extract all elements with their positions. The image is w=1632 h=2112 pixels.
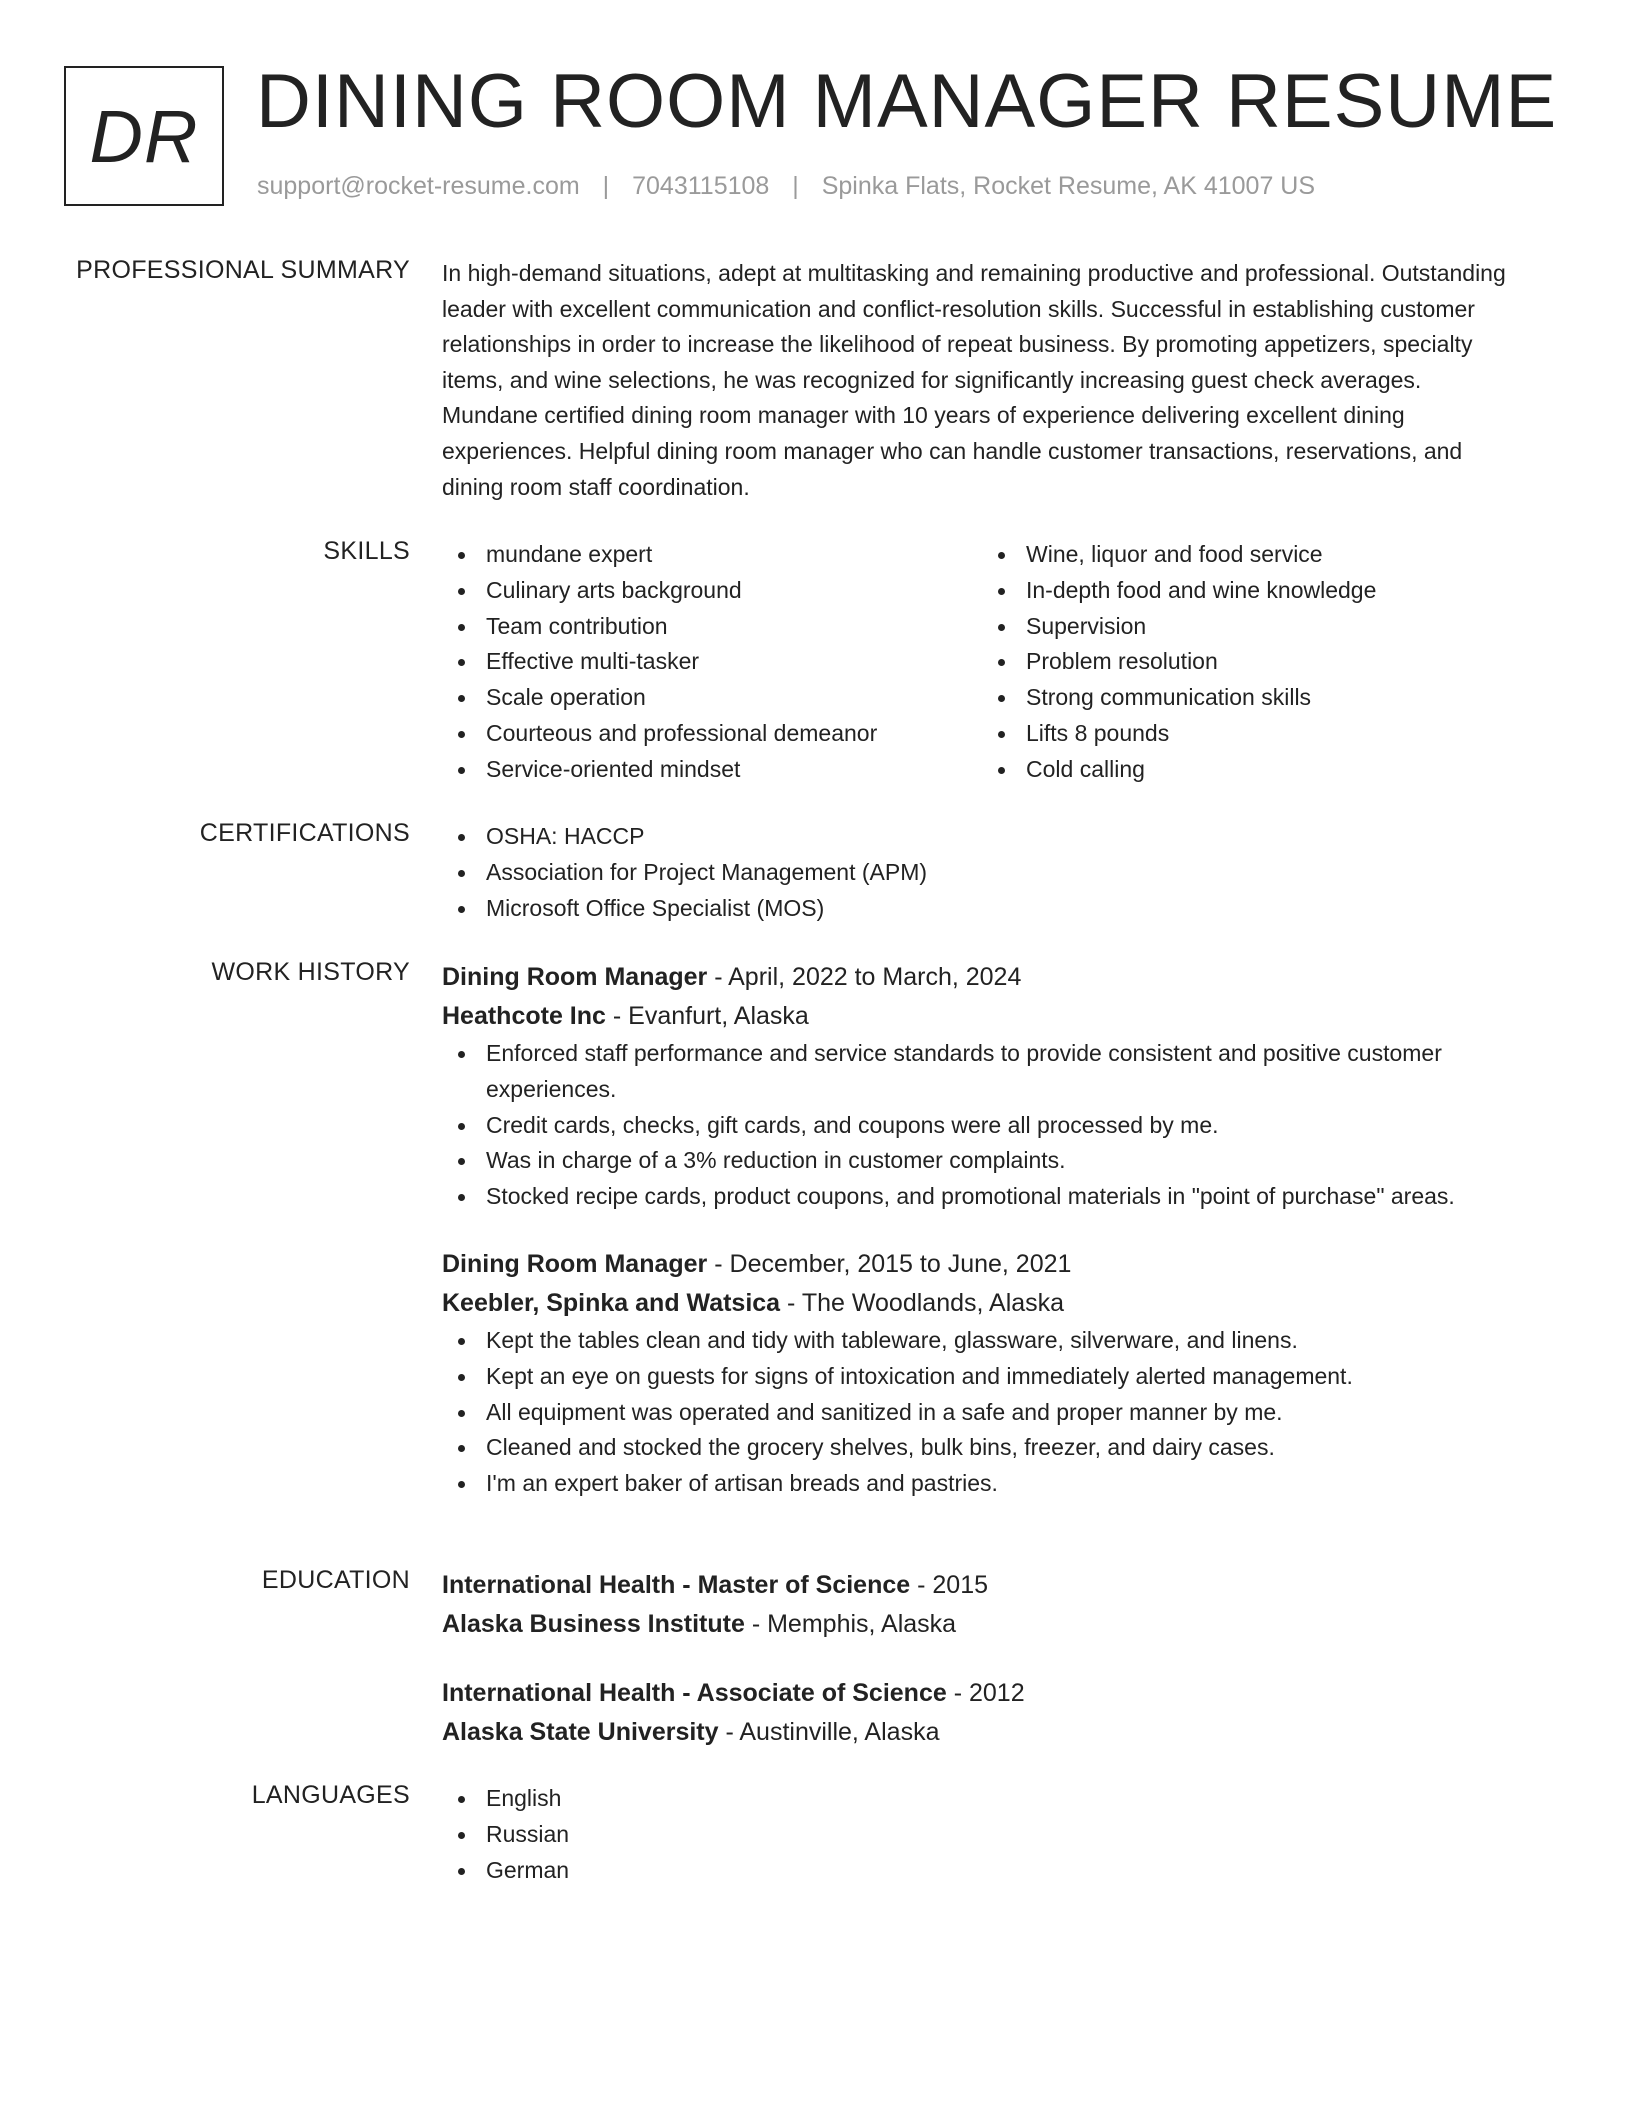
skills-list-right bbox=[982, 537, 1522, 788]
job-dates: - December, 2015 to June, 2021 bbox=[707, 1249, 1072, 1278]
list-item: Culinary arts background bbox=[442, 573, 982, 609]
languages-body bbox=[442, 1781, 1522, 1888]
list-item: All equipment was operated and sanitized in a safe and proper manner by me. bbox=[442, 1395, 1522, 1431]
list-item: Microsoft Office Specialist (MOS) bbox=[442, 891, 1522, 927]
contact-phone[interactable]: 7043115108 bbox=[632, 172, 770, 200]
job-location: - The Woodlands, Alaska bbox=[780, 1288, 1065, 1317]
job-entry bbox=[442, 1245, 1522, 1502]
list-item: Courteous and professional demeanor bbox=[442, 716, 982, 752]
school-line bbox=[442, 1605, 1522, 1644]
list-item: Was in charge of a 3% reduction in customer complaints. bbox=[442, 1143, 1522, 1179]
job-company: Keebler, Spinka and Watsica bbox=[442, 1288, 781, 1317]
monogram-initials: DR bbox=[89, 94, 199, 178]
list-item: Cold calling bbox=[982, 752, 1522, 788]
job-title-line bbox=[442, 1245, 1522, 1284]
list-item: Team contribution bbox=[442, 609, 982, 645]
contact-email[interactable]: support@rocket-resume.com bbox=[257, 172, 580, 200]
job-title: Dining Room Manager bbox=[442, 963, 708, 991]
degree: International Health - Associate of Science bbox=[442, 1679, 947, 1707]
job-dates: - April, 2022 to March, 2024 bbox=[707, 963, 1022, 991]
skills-body bbox=[442, 537, 1522, 788]
list-item: German bbox=[442, 1853, 1522, 1889]
resume-title: DINING ROOM MANAGER RESUME bbox=[256, 59, 1558, 144]
school-location: - Austinville, Alaska bbox=[718, 1718, 940, 1746]
certifications-body bbox=[442, 819, 1522, 926]
summary-body bbox=[442, 256, 1522, 505]
list-item: Association for Project Management (APM) bbox=[442, 855, 1522, 891]
job-entry bbox=[442, 958, 1522, 1215]
job-location: - Evanfurt, Alaska bbox=[605, 1002, 809, 1030]
education-body bbox=[442, 1566, 1522, 1752]
list-item: I'm an expert baker of artisan breads and pastries. bbox=[442, 1466, 1522, 1502]
education-entry bbox=[442, 1566, 1522, 1644]
school: Alaska State University bbox=[442, 1718, 719, 1746]
list-item: Lifts 8 pounds bbox=[982, 716, 1522, 752]
list-item: Service-oriented mindset bbox=[442, 752, 982, 788]
list-item: OSHA: HACCP bbox=[442, 819, 1522, 855]
list-item: mundane expert bbox=[442, 537, 982, 573]
list-item: Stocked recipe cards, product coupons, and promotional materials in "point of purchase" areas. bbox=[442, 1179, 1522, 1215]
work-history-body bbox=[442, 958, 1522, 1502]
job-company: Heathcote Inc bbox=[442, 1002, 606, 1030]
school-location: - Memphis, Alaska bbox=[744, 1610, 957, 1638]
list-item: Wine, liquor and food service bbox=[982, 537, 1522, 573]
list-item: Scale operation bbox=[442, 680, 982, 716]
contact-separator: | bbox=[792, 172, 799, 200]
contact-line bbox=[257, 172, 1315, 201]
section-label-work-history: WORK HISTORY bbox=[211, 958, 410, 986]
contact-address: Spinka Flats, Rocket Resume, AK 41007 US bbox=[821, 172, 1316, 200]
job-duties bbox=[442, 1323, 1522, 1502]
list-item: Credit cards, checks, gift cards, and coupons were all processed by me. bbox=[442, 1108, 1522, 1144]
section-label-certifications: CERTIFICATIONS bbox=[199, 819, 410, 847]
graduation-year: - 2015 bbox=[910, 1571, 989, 1599]
degree: International Health - Master of Science bbox=[442, 1571, 911, 1599]
list-item: Supervision bbox=[982, 609, 1522, 645]
job-company-line bbox=[442, 997, 1522, 1036]
list-item: Problem resolution bbox=[982, 644, 1522, 680]
school-line bbox=[442, 1713, 1522, 1752]
list-item: In-depth food and wine knowledge bbox=[982, 573, 1522, 609]
list-item: Effective multi-tasker bbox=[442, 644, 982, 680]
list-item: Kept the tables clean and tidy with tableware, glassware, silverware, and linens. bbox=[442, 1323, 1522, 1359]
job-duties bbox=[442, 1036, 1522, 1215]
list-item: Enforced staff performance and service standards to provide consistent and positive customer experiences. bbox=[442, 1036, 1522, 1108]
list-item: Strong communication skills bbox=[982, 680, 1522, 716]
section-label-skills: SKILLS bbox=[323, 537, 410, 565]
section-label-education: EDUCATION bbox=[261, 1566, 410, 1594]
job-title-line bbox=[442, 958, 1522, 997]
list-item: Kept an eye on guests for signs of intoxication and immediately alerted management. bbox=[442, 1359, 1522, 1395]
job-title: Dining Room Manager bbox=[442, 1249, 708, 1278]
monogram-logo bbox=[64, 66, 224, 206]
list-item: English bbox=[442, 1781, 1522, 1817]
degree-line bbox=[442, 1566, 1522, 1605]
list-item: Cleaned and stocked the grocery shelves, bulk bins, freezer, and dairy cases. bbox=[442, 1430, 1522, 1466]
skills-list-left bbox=[442, 537, 982, 788]
list-item: Russian bbox=[442, 1817, 1522, 1853]
section-label-languages: LANGUAGES bbox=[251, 1781, 410, 1809]
summary-text: In high-demand situations, adept at multitasking and remaining productive and professional. Outstanding leader with excellent communication and conflict-resolution skills. Successful in establishing customer relationships in order to increase the likelihood of repeat business. By promoting appetizers, specialty items, and wine selections, he was recognized for significantly increasing guest check averages. Mundane certified dining room manager with 10 years of experience delivering excellent dining experiences. Helpful dining room manager who can handle customer transactions, reservations, and dining room staff coordination. bbox=[442, 260, 1506, 500]
school: Alaska Business Institute bbox=[442, 1610, 745, 1638]
job-company-line bbox=[442, 1284, 1522, 1323]
section-label-summary: PROFESSIONAL SUMMARY bbox=[76, 256, 410, 284]
education-entry bbox=[442, 1674, 1522, 1752]
graduation-year: - 2012 bbox=[946, 1679, 1025, 1707]
contact-separator: | bbox=[602, 172, 610, 200]
degree-line bbox=[442, 1674, 1522, 1713]
